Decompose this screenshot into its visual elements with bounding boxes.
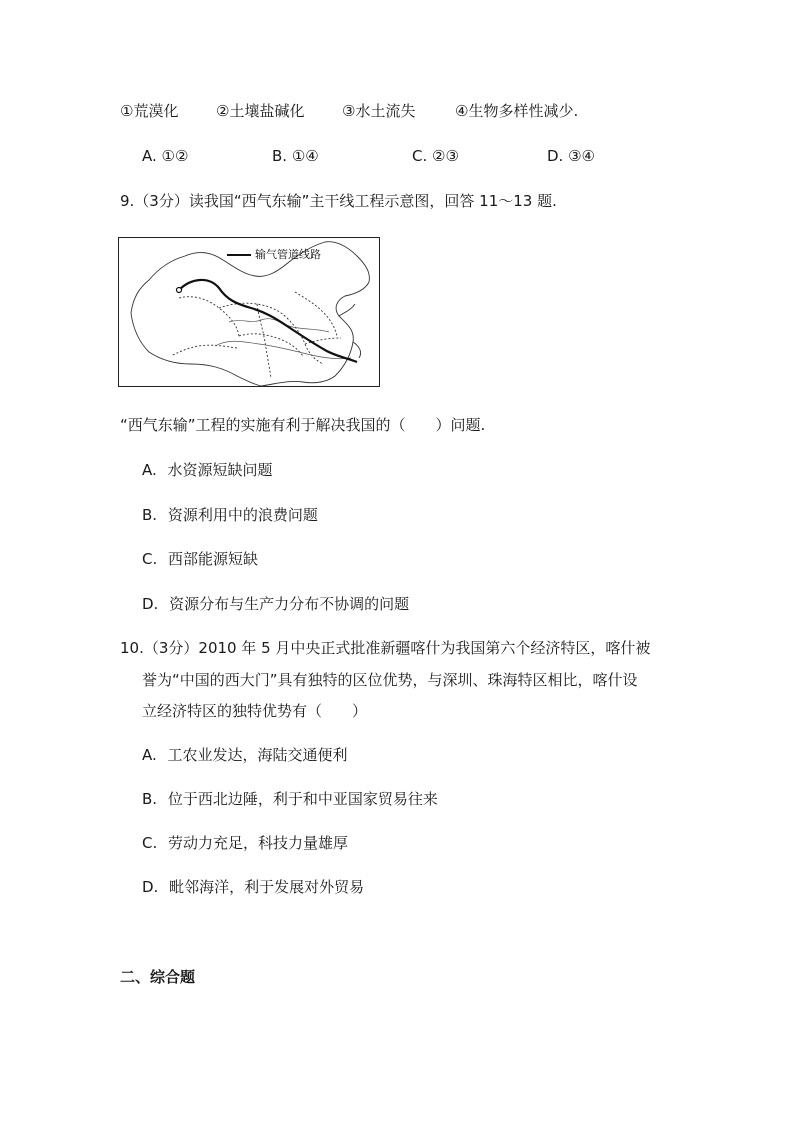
option-text: ②③ xyxy=(432,147,459,165)
q10-stem-line-2: 誉为“中国的西大门”具有独特的区位优势，与深圳、珠海特区相比，喀什设 xyxy=(142,671,638,689)
q9-stem: 9.（3分）读我国“西气东输”主干线工程示意图，回答 11～13 题. xyxy=(120,192,557,210)
option-text: 工农业发达，海陆交通便利 xyxy=(167,746,348,764)
option-letter: C. xyxy=(412,147,428,165)
q9-option-d xyxy=(142,594,409,614)
q8-item-4: ④生物多样性减少. xyxy=(455,102,579,120)
option-text: 位于西北边陲，利于和中亚国家贸易往来 xyxy=(167,790,438,808)
q10-stem-line-1: 10.（3分）2010 年 5 月中央正式批准新疆喀什为我国第六个经济特区，喀什被 xyxy=(120,639,651,657)
option-letter: B. xyxy=(142,790,158,808)
option-letter: D. xyxy=(547,147,564,165)
pipeline-map xyxy=(118,237,380,387)
q10-option-a xyxy=(142,745,348,765)
q10-option-d xyxy=(142,877,364,897)
q9-option-c xyxy=(142,549,258,569)
option-letter: A. xyxy=(142,746,157,764)
option-letter: B. xyxy=(142,506,158,524)
option-text: 资源利用中的浪费问题 xyxy=(167,506,318,524)
option-text: 资源分布与生产力分布不协调的问题 xyxy=(169,595,410,613)
q9-option-a xyxy=(142,460,273,480)
map-legend-label: 输气管道线路 xyxy=(255,248,321,261)
q10-option-c xyxy=(142,833,348,853)
option-text: ③④ xyxy=(568,147,596,165)
q8-option-d xyxy=(547,146,595,166)
option-text: ①④ xyxy=(291,147,319,165)
q9-question: “西气东输”工程的实施有利于解决我国的（ ）问题. xyxy=(120,416,486,434)
q10-stem-line-3: 立经济特区的独特优势有（ ） xyxy=(142,702,368,720)
option-text: 水资源短缺问题 xyxy=(167,461,273,479)
q9-option-b xyxy=(142,505,318,525)
option-letter: D. xyxy=(142,595,159,613)
option-letter: A. xyxy=(142,147,157,165)
q10-option-b xyxy=(142,789,438,809)
option-text: 毗邻海洋，利于发展对外贸易 xyxy=(169,878,365,896)
option-letter: C. xyxy=(142,834,158,852)
q8-item-1: ①荒漠化 xyxy=(120,102,179,120)
option-text: 西部能源短缺 xyxy=(168,550,259,568)
option-letter: B. xyxy=(272,147,288,165)
china-outline-map xyxy=(119,238,381,388)
q8-option-a xyxy=(142,146,188,166)
option-letter: C. xyxy=(142,550,158,568)
q8-option-b xyxy=(272,146,319,166)
option-text: 劳动力充足，科技力量雄厚 xyxy=(168,834,349,852)
q8-option-c xyxy=(412,146,459,166)
section-title: 二、综合题 xyxy=(120,968,196,986)
option-letter: D. xyxy=(142,878,159,896)
q8-item-2: ②土壤盐碱化 xyxy=(216,102,305,120)
option-letter: A. xyxy=(142,461,157,479)
q8-item-3: ③水土流失 xyxy=(342,102,416,120)
option-text: ①② xyxy=(161,147,189,165)
